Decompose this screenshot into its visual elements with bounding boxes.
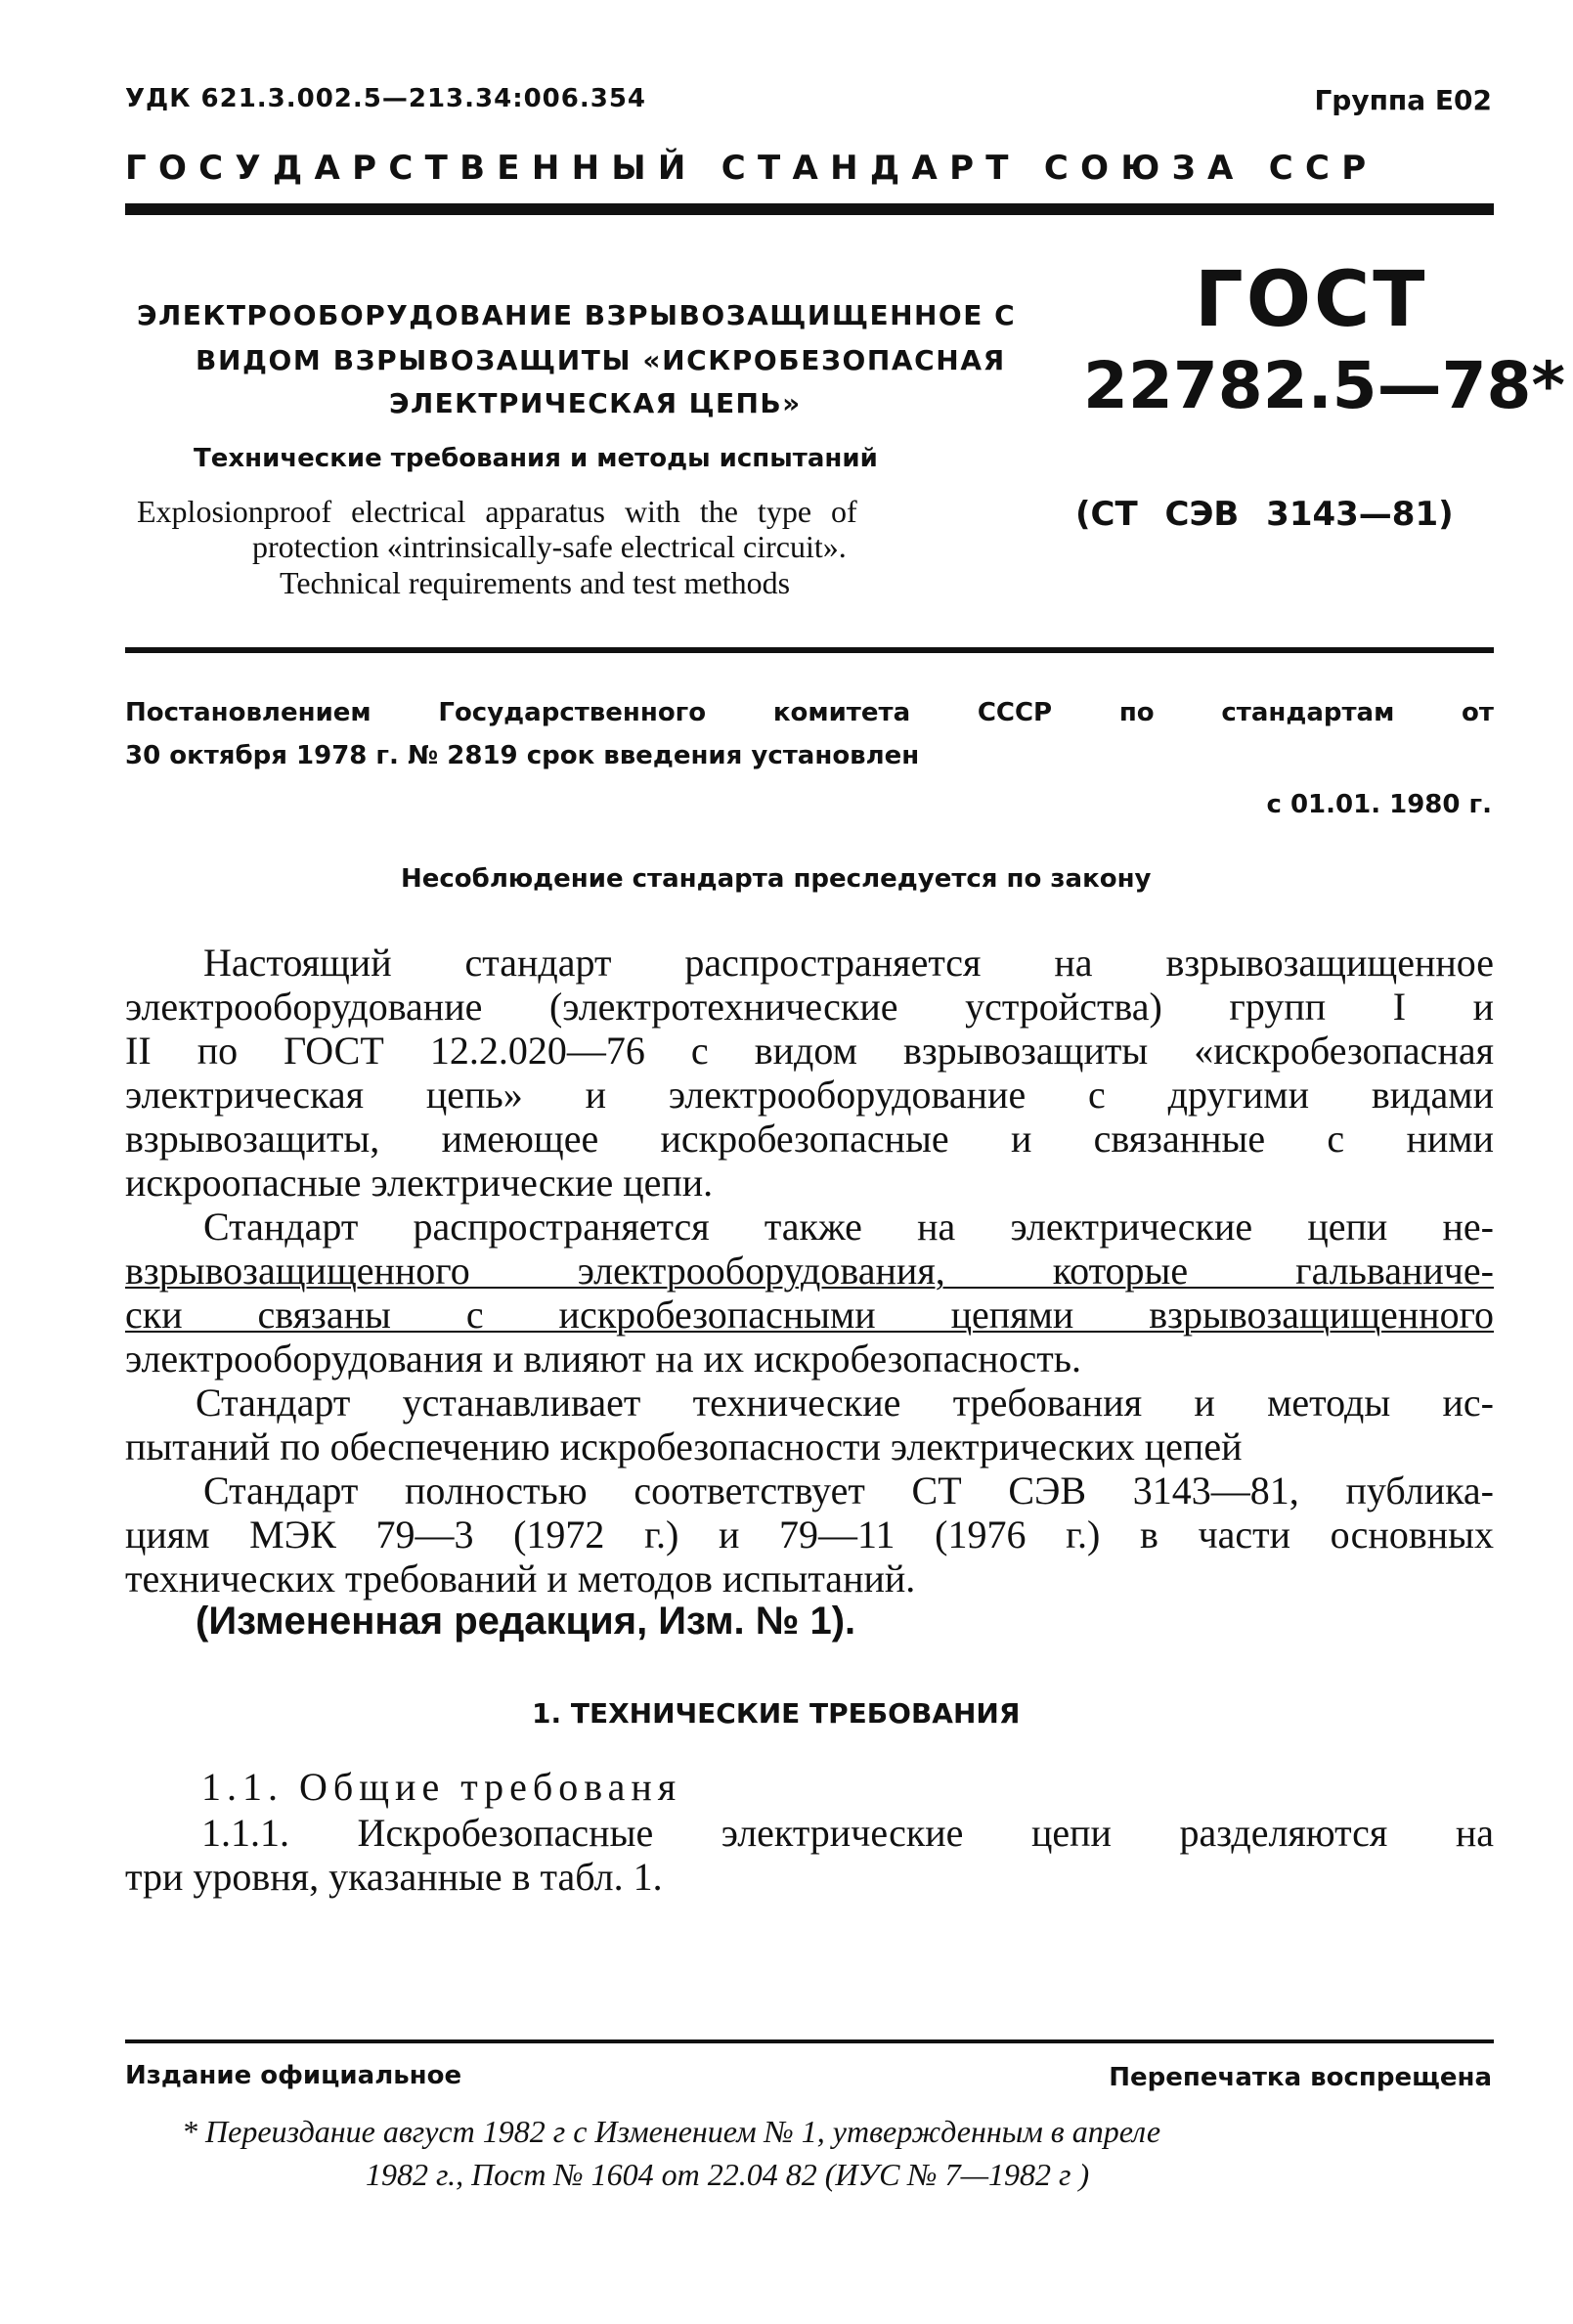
title-ru-line1: ЭЛЕКТРООБОРУДОВАНИЕ ВЗРЫВОЗАЩИЩЕННОЕ С	[137, 299, 1017, 331]
reissue-note-line2: 1982 г., Пост № 1604 от 22.04 82 (ИУС № 7—1982 г )	[366, 2157, 1090, 2192]
st-sev-number: (СТ СЭВ 3143—81)	[1075, 495, 1454, 534]
text-line: Стандарт устанавливает технические требования и методы ис-	[196, 1381, 1494, 1425]
text-line: электрооборудование (электротехнические устройства) групп I и	[125, 985, 1494, 1029]
udk-code: УДК 621.3.002.5—213.34:006.354	[125, 84, 647, 113]
text-line: технических требований и методов испытаний.	[125, 1557, 916, 1600]
text-line: II по ГОСТ 12.2.020—76 с видом взрывозащиты «искробезопасная	[125, 1029, 1494, 1073]
edition-official: Издание официальное	[125, 2061, 462, 2090]
decree-line2: 30 октября 1978 г. № 2819 срок введения установлен	[125, 741, 920, 770]
text-line: пытаний по обеспечению искробезопасности электрических цепей	[125, 1425, 1243, 1469]
title-rule	[125, 647, 1494, 653]
decree-line1: Постановлением Государственного комитета СССР по стандартам от	[125, 698, 1494, 727]
title-en-line3: Technical requirements and test methods	[280, 565, 791, 600]
amendment-note: (Измененная редакция, Изм. № 1).	[196, 1600, 856, 1643]
subsection-1-1: 1.1. Общие требованя	[201, 1765, 682, 1809]
title-en-line2: protection «intrinsically-safe electrical circuit».	[252, 529, 847, 564]
text-line: искроопасные электрические цепи.	[125, 1161, 714, 1205]
reissue-note-line1: * Переиздание август 1982 г с Изменением № 1, утвержденным в апреле	[182, 2114, 1161, 2149]
decree-date: с 01.01. 1980 г.	[1266, 790, 1492, 819]
paragraph-1-1-1	[125, 1811, 1494, 1899]
text-line: электрооборудования и влияют на их искробезопасность.	[125, 1337, 1081, 1381]
org-title: ГОСУДАРСТВЕННЫЙ СТАНДАРТ СОЮЗА ССР	[125, 149, 1378, 188]
section-title: 1. ТЕХНИЧЕСКИЕ ТРЕБОВАНИЯ	[532, 1697, 1021, 1730]
footer-rule	[125, 2039, 1494, 2043]
header-rule	[125, 203, 1494, 215]
text-line: три уровня, указанные в табл. 1.	[125, 1855, 663, 1899]
gost-label: ГОСТ	[1195, 256, 1428, 344]
title-en-line1: Explosionproof electrical apparatus with the type of	[137, 494, 857, 529]
text-line: 1.1.1. Искробезопасные электрические цепи разделяются на	[201, 1811, 1494, 1855]
text-line-underlined: взрывозащищенного электрооборудования, которые гальваниче-	[125, 1249, 1494, 1293]
title-ru-line3: ЭЛЕКТРИЧЕСКАЯ ЦЕПЬ»	[389, 387, 802, 419]
text-line: Стандарт полностью соответствует СТ СЭВ 3143—81, публика-	[203, 1469, 1494, 1513]
text-line: циям МЭК 79—3 (1972 г.) и 79—11 (1976 г.) в части основных	[125, 1513, 1494, 1557]
title-ru-line2: ВИДОМ ВЗРЫВОЗАЩИТЫ «ИСКРОБЕЗОПАСНАЯ	[196, 344, 1006, 376]
text-line: взрывозащиты, имеющее искробезопасные и связанные с ними	[125, 1117, 1494, 1161]
paragraph-scope	[125, 941, 1494, 1205]
title-ru-subtitle: Технические требования и методы испытаний	[194, 444, 878, 473]
text-line: Настоящий стандарт распространяется на взрывозащищенное	[203, 941, 1494, 985]
paragraph-compliance	[125, 1469, 1494, 1600]
paragraph-scope-extension	[125, 1205, 1494, 1381]
reprint-prohibited: Перепечатка воспрещена	[1109, 2063, 1492, 2092]
text-line: Стандарт распространяется также на электрические цепи не-	[203, 1205, 1494, 1249]
text-line-underlined: ски связаны с искробезопасными цепями взрывозащищенного	[125, 1293, 1494, 1337]
gost-number: 22782.5—78*	[1083, 348, 1565, 423]
text-line: электрическая цепь» и электрооборудование с другими видами	[125, 1073, 1494, 1117]
group-code: Группа Е02	[1314, 84, 1492, 116]
legal-warning: Несоблюдение стандарта преследуется по закону	[401, 864, 1152, 894]
paragraph-requirements	[125, 1381, 1494, 1469]
